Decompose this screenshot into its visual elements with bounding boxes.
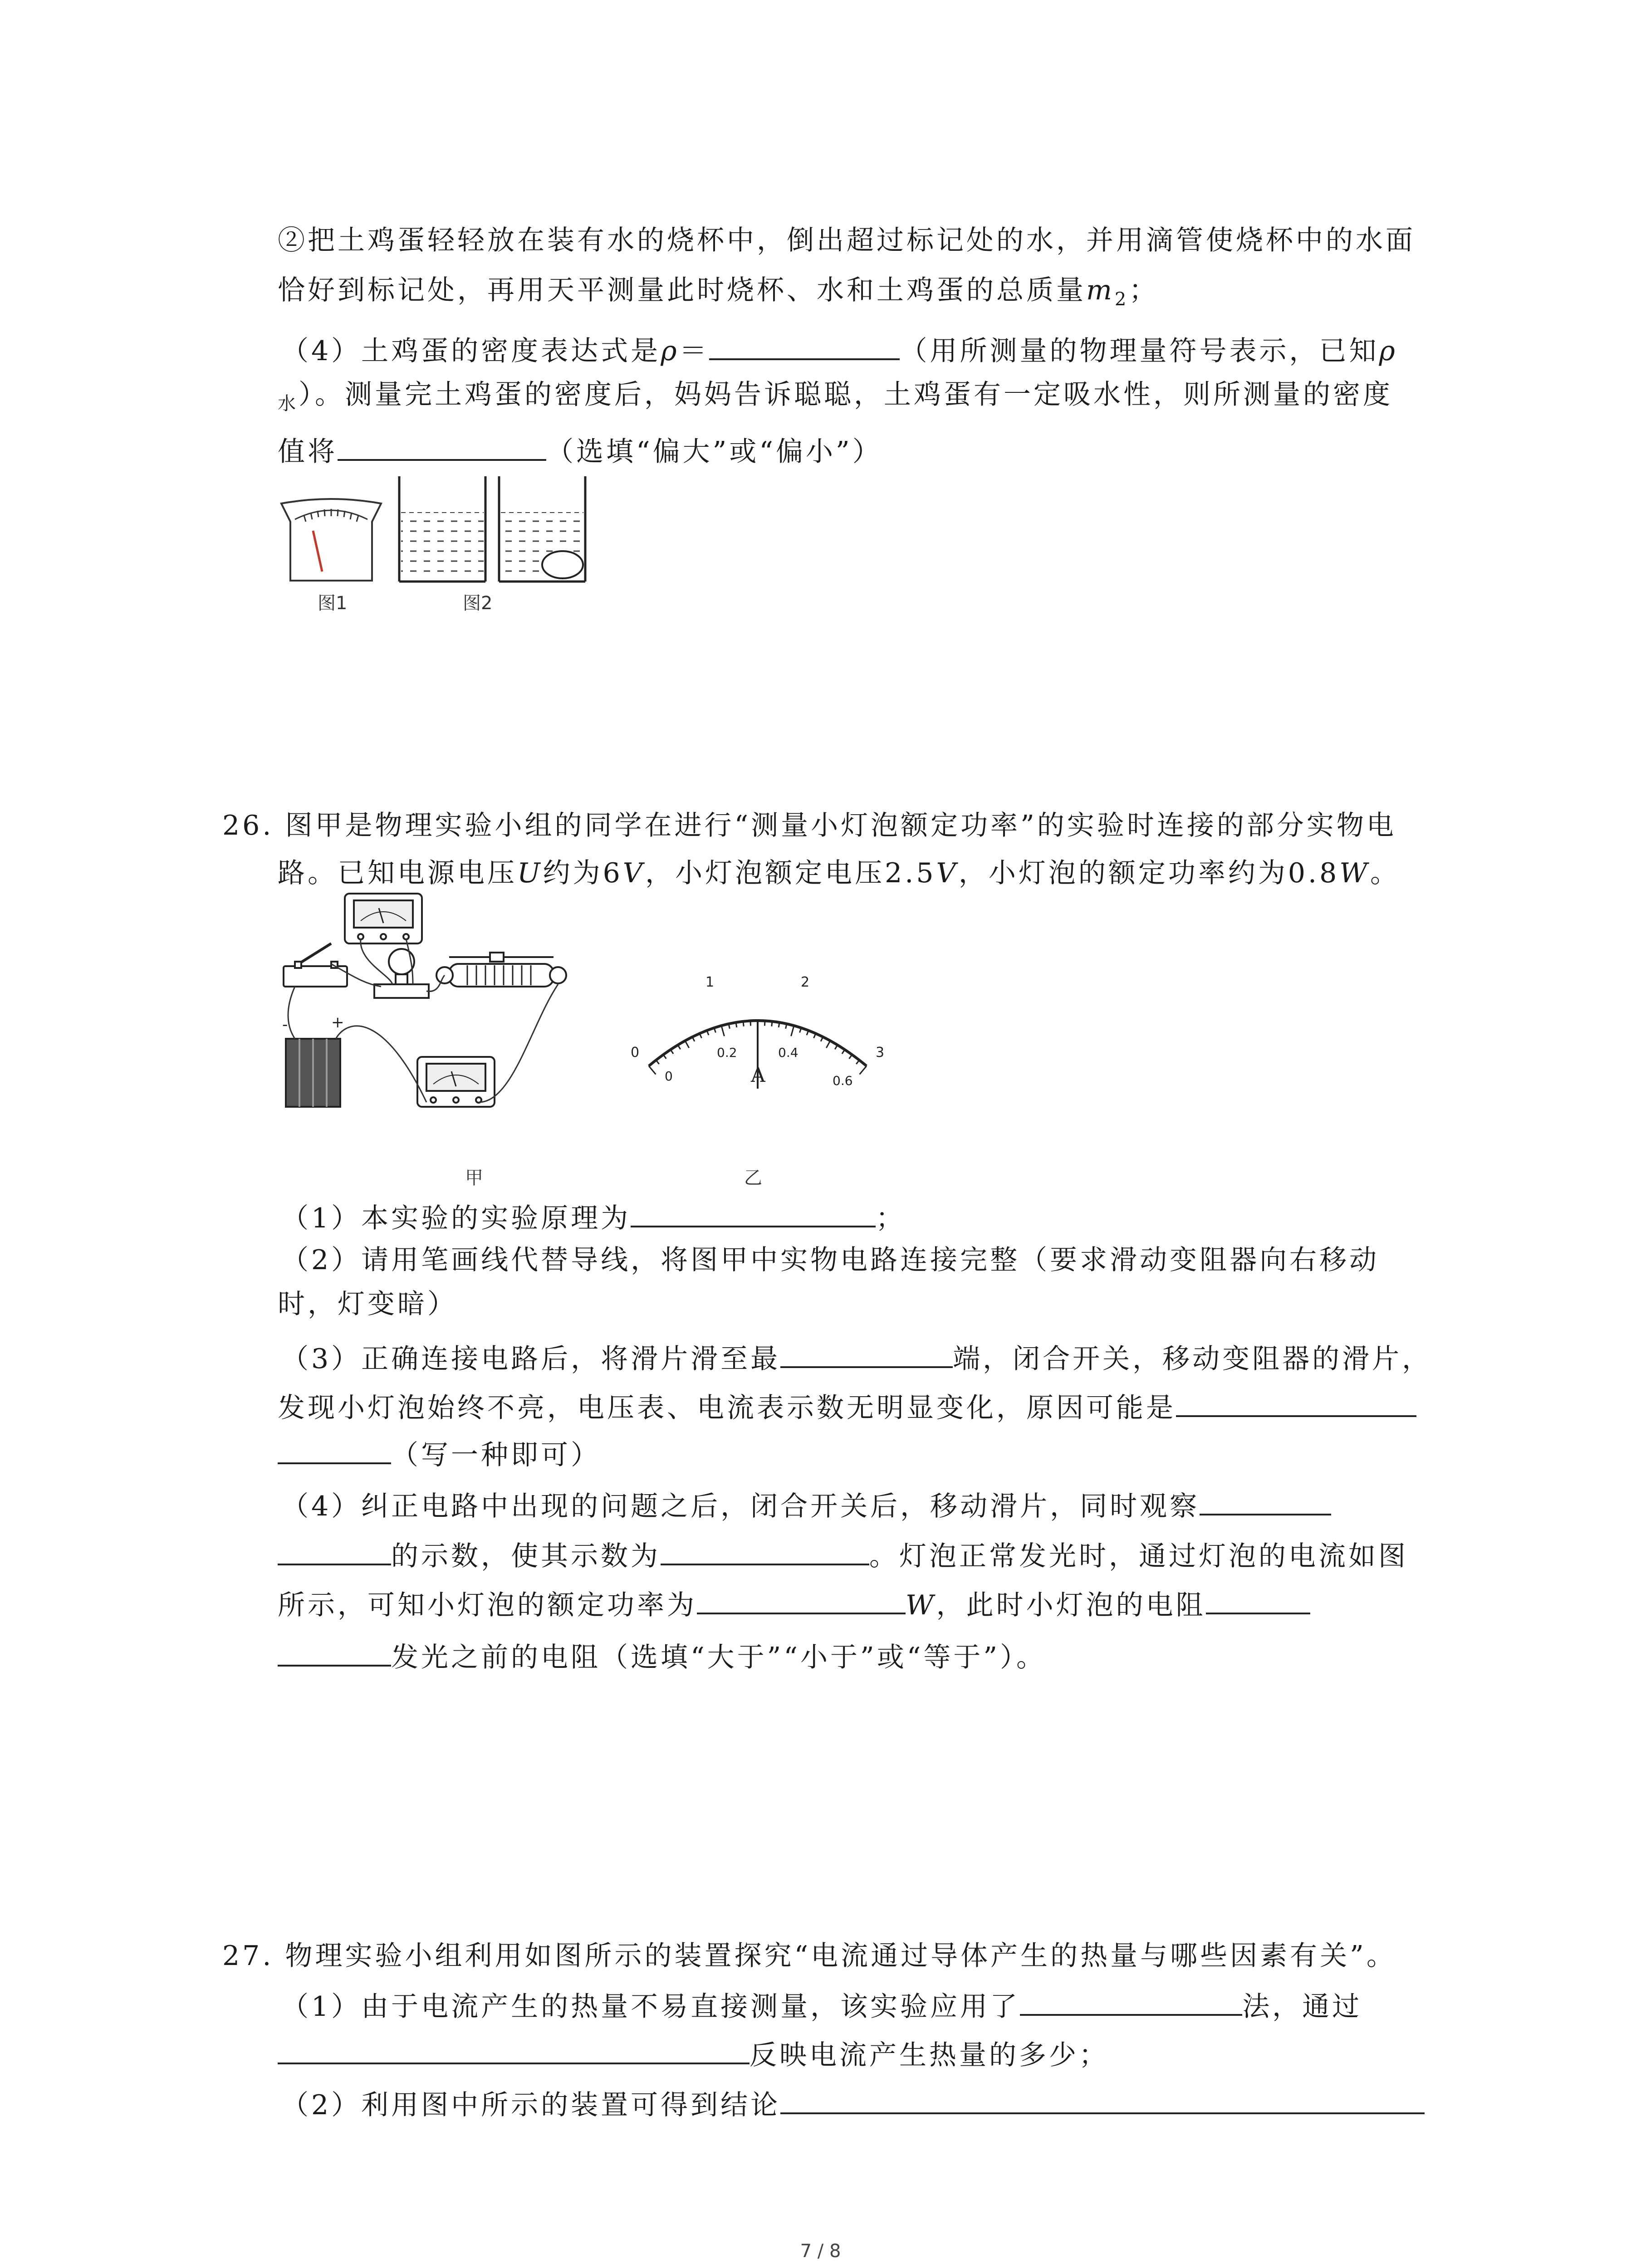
dial-tick [656, 1060, 659, 1064]
dial-tick [750, 1021, 751, 1026]
bottom-tick-1: 0.2 [717, 1045, 737, 1060]
dial-tick [743, 1022, 744, 1026]
top-tick-0: 0 [631, 1045, 640, 1061]
answer-blank[interactable] [278, 1439, 391, 1464]
dial-tick [764, 1021, 765, 1026]
q26-part1: （1）本实验的实验原理为 ； [281, 1202, 906, 1234]
answer-blank[interactable] [1176, 1392, 1416, 1417]
figure-1-caption: 图1 [318, 593, 348, 614]
answer-blank[interactable] [661, 1540, 869, 1565]
answer-blank[interactable] [278, 1540, 391, 1565]
q26-part4-line4: 发光之前的电阻（选填“大于”“小于”或“等于”）。 [278, 1641, 1046, 1671]
dial-tick [826, 1041, 830, 1048]
dial-tick [736, 1022, 737, 1027]
answer-blank[interactable] [709, 335, 900, 360]
q27-part1-line2: 反映电流产生热量的多少； [278, 2039, 1109, 2069]
q26-part4-line2: 的示数，使其示数为 。灯泡正常发光时，通过灯泡的电流如图 [278, 1540, 1408, 1570]
voltmeter [345, 894, 422, 943]
q26-part4-line3: 所示，可知小灯泡的额定功率为 W，此时小灯泡的电阻 [278, 1589, 1310, 1619]
q26-stem-line1: 26. 图甲是物理实验小组的同学在进行“测量小灯泡额定功率”的实验时连接的部分实物电 [222, 810, 1396, 841]
q26-part3-line1: （3）正确连接电路后，将滑片滑至最 端，闭合开关，移动变阻器的滑片， [281, 1343, 1432, 1375]
dial-tick [721, 1026, 724, 1036]
answer-blank[interactable] [278, 1641, 391, 1667]
answer-blank[interactable] [780, 2089, 1425, 2114]
q25-part4-line3: 值将 （选填“偏大”或“偏小”） [278, 436, 882, 468]
top-tick-1: 1 [705, 974, 715, 990]
answer-blank[interactable] [338, 435, 546, 461]
battery [286, 1039, 340, 1107]
answer-blank[interactable] [780, 1343, 953, 1368]
unit-label: A [751, 1064, 765, 1087]
figure-jia-caption: 甲 [465, 1168, 483, 1188]
ammeter-dial-figure [622, 966, 903, 1098]
figure-2-caption: 图2 [463, 593, 493, 614]
q27-part1-line1: （1）由于电流产生的热量不易直接测量，该实验应用了 法，通过 [281, 1991, 1362, 2023]
q26-part3-line2: 发现小灯泡始终不亮，电压表、电流表示数无明显变化，原因可能是 [278, 1392, 1416, 1422]
beakers-figure [395, 476, 594, 585]
dial-tick [685, 1041, 689, 1048]
battery-minus-label: - [282, 1016, 288, 1034]
balance-scale-figure [277, 494, 386, 585]
bottom-tick-3: 0.6 [833, 1073, 853, 1088]
dial-tick [791, 1026, 794, 1036]
q25-step2-line1: ②把土鸡蛋轻轻放在装有水的烧杯中，倒出超过标记处的水，并用滴管使烧杯中的水面 [278, 225, 1416, 256]
q25-step2-line2: 恰好到标记处，再用天平测量此时烧杯、水和土鸡蛋的总质量$m_2$； [278, 274, 1159, 310]
q25-part4-line1: （4）土鸡蛋的密度表达式是ρ＝ （用所测量的物理量符号表示，已知ρ [281, 335, 1398, 367]
q25-part4-line2: $_水$）。测量完土鸡蛋的密度后，妈妈告诉聪聪，土鸡蛋有一定吸水性，则所测量的密度 [278, 379, 1393, 414]
answer-blank[interactable] [278, 2039, 749, 2064]
dial-tick [649, 1066, 656, 1074]
page-number: 7 / 8 [800, 2241, 841, 2262]
q26-part4-line1: （4）纠正电路中出现的问题之后，闭合开关后，移动滑片，同时观察 [281, 1490, 1331, 1520]
answer-blank[interactable] [631, 1202, 876, 1227]
circuit-figure [277, 889, 603, 1143]
answer-blank[interactable] [697, 1589, 906, 1614]
switch [284, 943, 347, 987]
rheostat [436, 953, 566, 987]
bottom-tick-0: 0 [665, 1069, 673, 1084]
q26-part2-line1: （2）请用笔画线代替导线，将图甲中实物电路连接完整（要求滑动变阻器向右移动 [281, 1244, 1380, 1276]
q26-part3-line3: （写一种即可） [278, 1439, 601, 1469]
answer-blank[interactable] [1020, 1990, 1242, 2016]
top-tick-2: 2 [801, 974, 810, 990]
dial-tick [860, 1066, 867, 1074]
figure-yi-caption: 乙 [744, 1168, 762, 1188]
battery-plus-label: + [331, 1013, 344, 1031]
q27-stem: 27. 物理实验小组利用如图所示的装置探究“电流通过导体产生的热量与哪些因素有关”。 [222, 1940, 1396, 1972]
bottom-tick-2: 0.4 [778, 1045, 798, 1060]
dial-tick [856, 1060, 859, 1064]
ammeter [417, 1057, 495, 1107]
top-tick-3: 3 [876, 1045, 885, 1061]
answer-blank[interactable] [1200, 1490, 1331, 1515]
q26-part2-line2: 时，灯变暗） [278, 1288, 457, 1320]
answer-blank[interactable] [1206, 1589, 1310, 1614]
q26-stem-line2: 路。已知电源电压U约为6V，小灯泡额定电压2.5V，小灯泡的额定功率约为0.8W。 [278, 857, 1400, 889]
q27-part2: （2）利用图中所示的装置可得到结论 [281, 2089, 1425, 2119]
